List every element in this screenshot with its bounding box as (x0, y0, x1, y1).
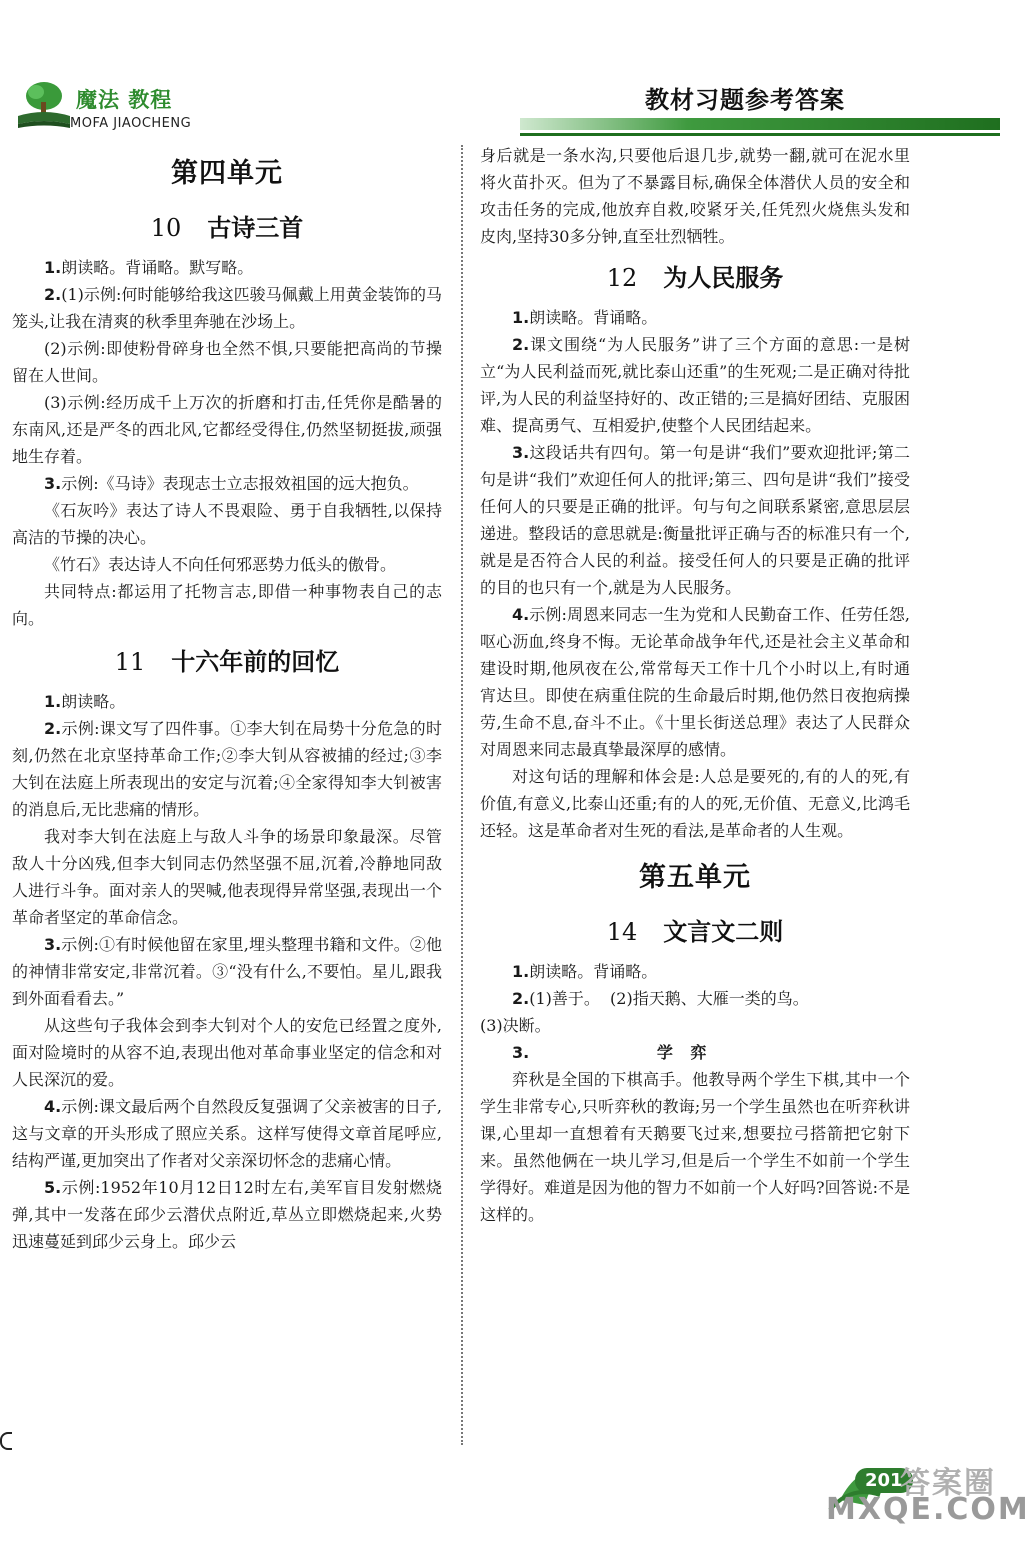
answer-text: 课文围绕“为人民服务”讲了三个方面的意思:一是树立“为人民利益而死,就比泰山还重”的生死观;二是正确对待批评,为人民的利益坚持好的、改正错的;三是搞好团结、克服困难、提高勇气、互相爱护,使整个人民团结起来。 (480, 335, 910, 435)
answer-text: 示例:①有时候他留在家里,埋头整理书籍和文件。②他的神情非常安定,非常沉着。③“没有什么,不要怕。星儿,跟我到外面看看去。” (12, 935, 442, 1008)
answer-paragraph (480, 331, 910, 439)
logo-text: 魔法 教程 (76, 88, 173, 112)
answer-paragraph (12, 281, 442, 335)
lesson-number: 10 (150, 214, 182, 242)
answer-paragraph: (3)决断。 (480, 1016, 551, 1035)
answer-paragraph (12, 715, 442, 823)
question-number: 4. (512, 605, 530, 624)
question-number: 5. (44, 1178, 62, 1197)
answer-paragraph (12, 470, 442, 497)
answer-text: (1)示例:何时能够给我这匹骏马佩戴上用黄金装饰的马笼头,让我在清爽的秋季里奔驰在沙场上。 (12, 285, 442, 331)
lesson-title (480, 262, 910, 294)
unit-title: 第五单元 (639, 862, 751, 893)
page-header (0, 0, 1000, 140)
lesson-name: 为人民服务 (663, 264, 784, 292)
answer-paragraph (480, 985, 910, 1012)
answer-paragraph: 弈秋是全国的下棋高手。他教导两个学生下棋,其中一个学生非常专心,只听弈秋的教诲;另一个学生虽然也在听弈秋讲课,心里却一直想着有天鹅要飞过来,想要拉弓搭箭把它射下来。虽然他俩在一块儿学习,但是后一个学生不如前一个学生学得好。难道是因为他的智力不如前一个人好吗?回答说:不是这样的。 (480, 1070, 910, 1224)
page-number: 201 (855, 1468, 913, 1493)
translation-heading (480, 1039, 910, 1066)
left-column (12, 142, 442, 1255)
lesson-title (480, 916, 910, 948)
answer-paragraph (480, 958, 910, 985)
answer-paragraph: 从这些句子我体会到李大钊对个人的安危已经置之度外,面对险境时的从容不迫,表现出他对革命事业坚定的信念和对人民深沉的爱。 (12, 1016, 442, 1089)
question-number: 1. (512, 308, 530, 327)
watermark-logo: 答案圈 (900, 1466, 996, 1501)
margin-mark (0, 1432, 12, 1450)
unit-title: 第四单元 (171, 158, 283, 189)
question-number: 1. (512, 962, 530, 981)
header-title: 教材习题参考答案 (645, 86, 845, 114)
lesson-name: 十六年前的回忆 (171, 648, 340, 676)
header-rule (520, 133, 1000, 136)
question-number: 3. (512, 443, 530, 462)
question-number: 3. (44, 474, 62, 493)
answer-text: 朗读略。背诵略。 (529, 962, 658, 981)
lesson-name: 古诗三首 (207, 214, 304, 242)
right-column (480, 142, 910, 1228)
answer-text: 朗读略。 (61, 692, 126, 711)
answer-paragraph: 共同特点:都运用了托物言志,即借一种事物表自己的志向。 (12, 582, 442, 628)
answer-paragraph (480, 304, 910, 331)
lesson-name: 文言文二则 (663, 918, 784, 946)
question-number: 2. (512, 989, 530, 1008)
question-number: 3. (512, 1043, 530, 1062)
answer-text: 示例:《马诗》表现志士立志报效祖国的远大抱负。 (61, 474, 419, 493)
question-number: 1. (44, 692, 62, 711)
answer-paragraph: 我对李大钊在法庭上与敌人斗争的场景印象最深。尽管敌人十分凶残,但李大钊同志仍然坚强不屈,沉着,冷静地同敌人进行斗争。面对亲人的哭喊,他表现得异常坚强,表现出一个革命者坚定的革命信念。 (12, 827, 442, 927)
answer-text: 示例:课文最后两个自然段反复强调了父亲被害的日子,这与文章的开头形成了照应关系。这样写使得文章首尾呼应,结构严谨,更加突出了作者对父亲深切怀念的悲痛心情。 (12, 1097, 442, 1170)
question-number: 4. (44, 1097, 62, 1116)
question-number: 2. (44, 719, 62, 738)
watermark-text: MXQE.COM (826, 1492, 1030, 1527)
answer-paragraph: (3)示例:经历成千上万次的折磨和打击,任凭你是酷暑的东南风,还是严冬的西北风,它都经受得住,仍然坚韧挺拔,顽强地生存着。 (12, 393, 442, 466)
answer-paragraph (480, 601, 910, 763)
answer-paragraph (12, 1174, 442, 1255)
header-band (520, 118, 1000, 130)
answer-paragraph: (2)示例:即使粉骨碎身也全然不惧,只要能把高尚的节操留在人世间。 (12, 339, 442, 385)
answer-paragraph (12, 688, 442, 715)
answer-text: 示例:课文写了四件事。①李大钊在局势十分危急的时刻,仍然在北京坚持革命工作;②李大钊从容被捕的经过;③李大钊在法庭上所表现出的安定与沉着;④全家得知李大钊被害的消息后,无比悲痛的情形。 (12, 719, 442, 819)
answer-text: (1)善于。 (2)指天鹅、大雁一类的鸟。 (529, 989, 809, 1008)
lesson-number: 14 (606, 918, 638, 946)
answer-paragraph: 对这句话的理解和体会是:人总是要死的,有的人的死,有价值,有意义,比泰山还重;有的人的死,无价值、无意义,比鸿毛还轻。这是革命者对生死的看法,是革命者的人生观。 (480, 767, 910, 840)
lesson-title (12, 212, 442, 244)
answer-paragraph: 身后就是一条水沟,只要他后退几步,就势一翻,就可在泥水里将火苗扑灭。但为了不暴露目标,确保全体潜伏人员的安全和攻击任务的完成,他放弃自救,咬紧牙关,任凭烈火烧焦头发和皮肉,坚持30多分钟,直至壮烈牺牲。 (480, 146, 910, 246)
answer-paragraph: 《竹石》表达诗人不向任何邪恶势力低头的傲骨。 (44, 555, 397, 574)
answer-text: 示例:1952年10月12日12时左右,美军盲目发射燃烧弹,其中一发落在邱少云潜伏点附近,草丛立即燃烧起来,火势迅速蔓延到邱少云身上。邱少云 (12, 1178, 442, 1251)
answer-text: 朗读略。背诵略。默写略。 (61, 258, 254, 277)
column-divider (461, 145, 463, 1445)
answer-paragraph (12, 931, 442, 1012)
lesson-title (12, 646, 442, 678)
book-tree-logo-icon (14, 78, 74, 130)
lesson-number: 12 (606, 264, 638, 292)
answer-paragraph (12, 254, 442, 281)
answer-paragraph (480, 439, 910, 601)
question-number: 2. (44, 285, 62, 304)
answer-paragraph (12, 1093, 442, 1174)
answer-text: 示例:周恩来同志一生为党和人民勤奋工作、任劳任怨,呕心沥血,终身不悔。无论革命战争年代,还是社会主义革命和建设时期,他夙夜在公,常常每天工作十几个小时以上,有时通宵达旦。即使在病重住院的生命最后时期,他仍然日夜抱病操劳,生命不息,奋斗不止。《十里长街送总理》表达了人民群众对周恩来同志最真挚最深厚的感情。 (480, 605, 910, 759)
logo-subtext: MOFA JIAOCHENG (70, 116, 192, 131)
question-number: 2. (512, 335, 530, 354)
answer-text: 朗读略。背诵略。 (529, 308, 658, 327)
lesson-number: 11 (114, 648, 146, 676)
question-number: 1. (44, 258, 62, 277)
answer-paragraph: 《石灰吟》表达了诗人不畏艰险、勇于自我牺牲,以保持高洁的节操的决心。 (12, 501, 442, 547)
question-number: 3. (44, 935, 62, 954)
answer-text: 这段话共有四句。第一句是讲“我们”要欢迎批评;第二句是讲“我们”欢迎任何人的批评;第三、四句是讲“我们”接受任何人的只要是正确的批评。句与句之间联系紧密,意思层层递进。整段话的意思就是:衡量批评正确与否的标准只有一个,就是是否符合人民的利益。接受任何人的只要是正确的批评的目的也只有一个,就是为人民服务。 (480, 443, 910, 597)
translation-title: 学 弈 (656, 1043, 713, 1062)
